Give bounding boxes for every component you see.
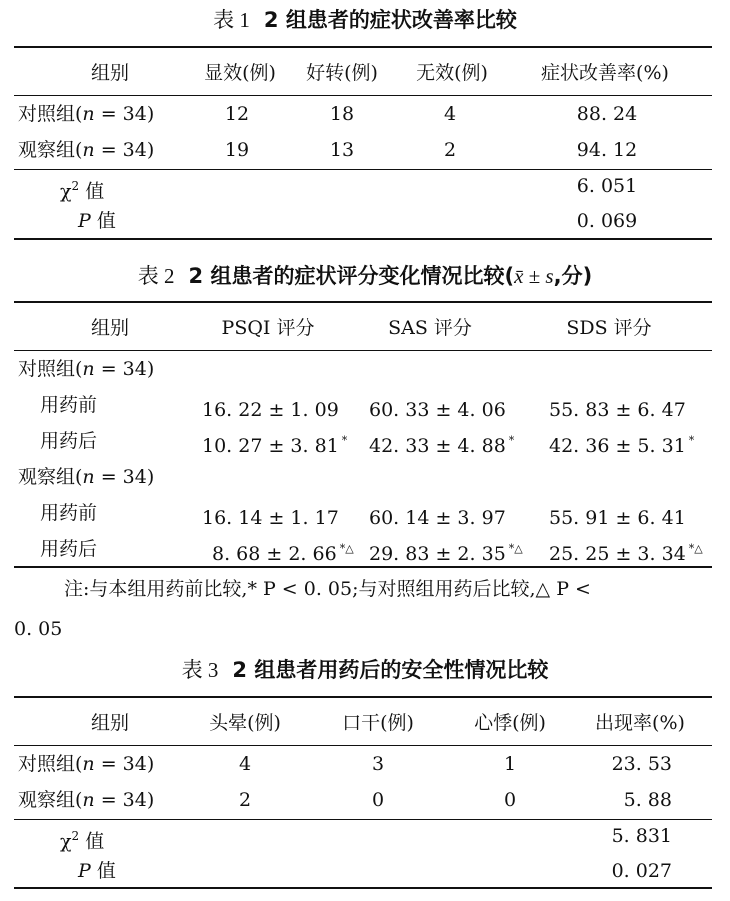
table1-row-control-ineffective: 4 — [443, 103, 457, 125]
table2-control-after-sds: 42. 36 ± 5. 31 * — [549, 434, 695, 457]
table3-chi-value: 5. 831 — [611, 825, 672, 847]
table3-caption — [0, 656, 730, 684]
table2-observation-after-sas: 29. 83 ± 2. 35 *△ — [369, 542, 523, 565]
table1-top-rule — [14, 46, 712, 48]
table1-chi-value: 6. 051 — [576, 175, 638, 197]
table1-p-label: P 值 — [78, 210, 116, 232]
table3-row-observation-dizziness: 2 — [238, 789, 252, 811]
table1-row-observation-ineffective: 2 — [443, 139, 457, 161]
table1-p-value: 0. 069 — [576, 210, 638, 232]
table2-title-suffix: ,分) — [553, 264, 593, 288]
table1-header-ineffective: 无效(例) — [416, 62, 488, 84]
table1-row-observation-improved: 13 — [329, 139, 355, 161]
table2-number: 表 2 — [137, 264, 175, 288]
table3-number: 表 3 — [181, 658, 219, 682]
table2-control-before-label: 用药前 — [40, 394, 98, 416]
table2-observation-before-psqi: 16. 14 ± 1. 17 — [202, 507, 339, 529]
table1-row-control-rate: 88. 24 — [576, 103, 638, 125]
table3-row-control-rate: 23. 53 — [611, 753, 672, 775]
table1-header-rate: 症状改善率(%) — [541, 62, 669, 84]
table2-header-rule — [14, 350, 712, 351]
table2-caption — [0, 262, 730, 290]
table1-row-control-group: 对照组(n = 34) — [18, 103, 155, 125]
table2-bottom-rule — [14, 566, 712, 568]
table2-observation-before-sds: 55. 91 ± 6. 41 — [549, 507, 686, 529]
table3-title: 2 组患者用药后的安全性情况比较 — [232, 658, 549, 682]
table1-title: 2 组患者的症状改善率比较 — [263, 8, 517, 32]
table2-control-after-psqi: 10. 27 ± 3. 81 * — [202, 434, 348, 457]
table3-chi-label: $\chi^2$ 值 — [60, 829, 105, 853]
table3-row-observation-dry-mouth: 0 — [371, 789, 385, 811]
table2-header-sds: SDS 评分 — [566, 317, 652, 339]
table2-header-sas: SAS 评分 — [388, 317, 472, 339]
table1-number: 表 1 — [213, 8, 250, 32]
table1-bottom-rule — [14, 238, 712, 240]
table2-top-rule — [14, 301, 712, 303]
table2-observation-before-sas: 60. 14 ± 3. 97 — [369, 507, 506, 529]
table2-control-before-sds: 55. 83 ± 6. 47 — [549, 399, 686, 421]
table3-row-observation-group: 观察组(n = 34) — [18, 789, 155, 811]
table3-bottom-rule — [14, 887, 712, 889]
table1-caption — [0, 6, 730, 34]
table2-header-psqi: PSQI 评分 — [221, 317, 315, 339]
table3-stats-rule — [14, 819, 712, 820]
table3-top-rule — [14, 696, 712, 698]
table2-control-after-label: 用药后 — [40, 430, 98, 452]
table2-title-stat: x̄ ± s — [514, 264, 554, 288]
table1-chi-label: $\chi^2$ 值 — [60, 179, 105, 203]
table2-control-after-sas: 42. 33 ± 4. 88 * — [369, 434, 515, 457]
table1-row-control-marked: 12 — [224, 103, 250, 125]
table3-row-control-dizziness: 4 — [238, 753, 252, 775]
table3-row-observation-palpitation: 0 — [503, 789, 517, 811]
table3-header-rule — [14, 745, 712, 746]
table3-header-dry-mouth: 口干(例) — [342, 712, 414, 734]
table1-header-rule — [14, 95, 712, 96]
table3-header-rate: 出现率(%) — [595, 712, 685, 734]
table3-p-label: P 值 — [78, 860, 116, 882]
table2-control-before-sas: 60. 33 ± 4. 06 — [369, 399, 506, 421]
table3-header-dizziness: 头晕(例) — [209, 712, 281, 734]
table2-observation-after-sds: 25. 25 ± 3. 34 *△ — [549, 542, 703, 565]
table1-row-observation-marked: 19 — [224, 139, 250, 161]
table1-header-improved: 好转(例) — [306, 62, 378, 84]
table1-stats-rule — [14, 169, 712, 170]
table3-row-observation-rate: 5. 88 — [623, 789, 672, 811]
table2-header-group: 组别 — [90, 317, 130, 339]
table1-row-control-improved: 18 — [329, 103, 355, 125]
table2-observation-before-label: 用药前 — [40, 502, 98, 524]
table3-row-control-palpitation: 1 — [503, 753, 517, 775]
table1-header-group: 组别 — [90, 62, 130, 84]
table2-note-line2: 0. 05 — [14, 618, 63, 640]
table3-header-group: 组别 — [90, 712, 130, 734]
table2-observation-after-label: 用药后 — [40, 538, 98, 560]
table3-row-control-dry-mouth: 3 — [371, 753, 385, 775]
table3-header-palpitation: 心悸(例) — [474, 712, 546, 734]
table3-row-control-group: 对照组(n = 34) — [18, 753, 155, 775]
table3-p-value: 0. 027 — [611, 860, 672, 882]
table1-row-observation-rate: 94. 12 — [576, 139, 638, 161]
table2-control-before-psqi: 16. 22 ± 1. 09 — [202, 399, 339, 421]
table2-group-observation: 观察组(n = 34) — [18, 466, 155, 488]
table2-group-control: 对照组(n = 34) — [18, 358, 155, 380]
table2-observation-after-psqi: 8. 68 ± 2. 66 *△ — [212, 542, 354, 565]
table2-title-prefix: 2 组患者的症状评分变化情况比较( — [188, 264, 515, 288]
table1-header-marked: 显效(例) — [204, 62, 276, 84]
table2-note-line1: 注:与本组用药前比较,* P < 0. 05;与对照组用药后比较,△ P < — [64, 578, 591, 600]
table1-row-observation-group: 观察组(n = 34) — [18, 139, 155, 161]
